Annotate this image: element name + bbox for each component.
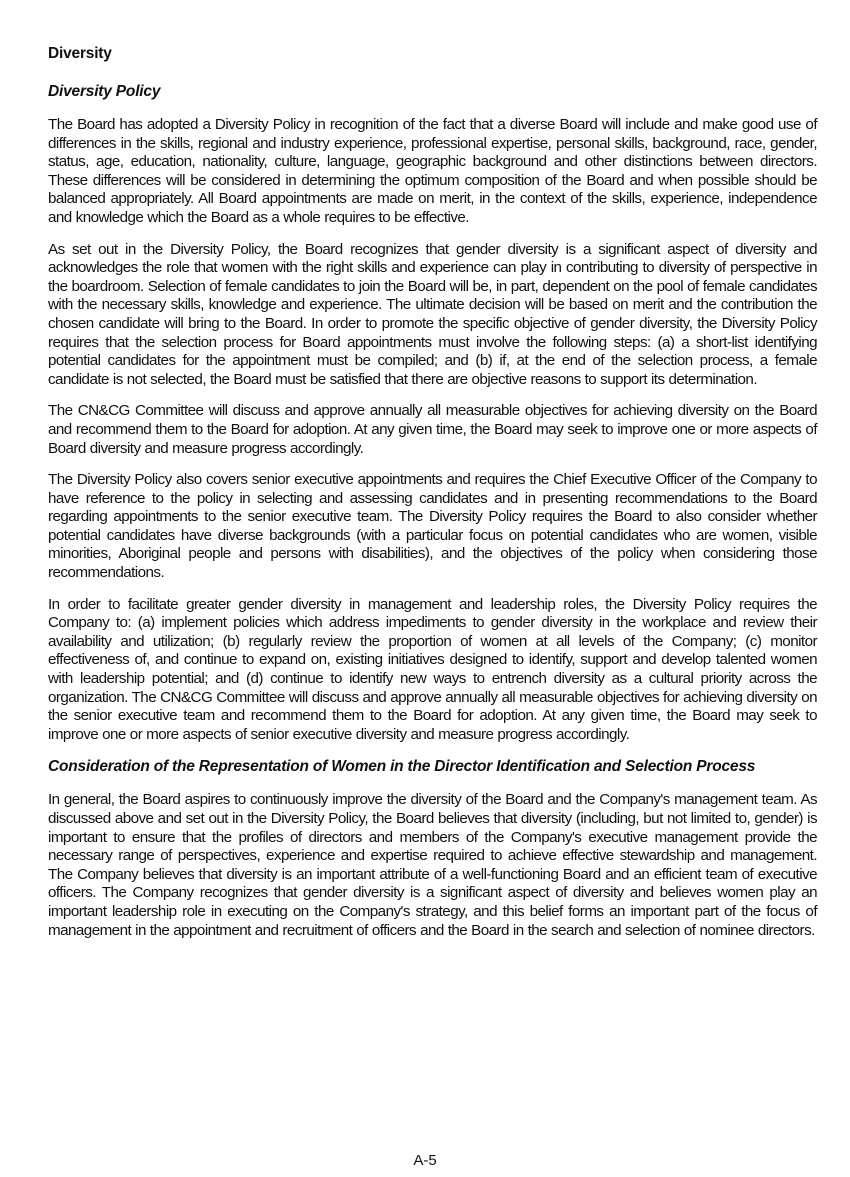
section-title: Diversity — [48, 45, 112, 62]
document-page — [48, 44, 817, 953]
subsection-title-diversity-policy: Diversity Policy — [48, 83, 161, 100]
paragraph-general-aspirations: In general, the Board aspires to continuously improve the diversity of the Board and the Company's management team. As discussed above and set out in the Diversity Policy, the Board believes that diversity (including, but not limited to, gender) is important to ensure that the profiles of directors and members of the Company's executive management provide the necessary range of perspectives, experience and expertise required to achieve effective stewardship and management. The Company believes that diversity is an important attribute of a well-functioning Board and an efficient team of executive officers. The Company recognizes that gender diversity is a significant aspect of diversity and believes women play an important leadership role in executing on the Company's strategy, and this belief forms an important part of the focus of management in the appointment and recruitment of officers and the Board in the search and selection of nominee directors. — [48, 791, 817, 939]
paragraph-senior-executive-appointments: The Diversity Policy also covers senior executive appointments and requires the Chief Executive Officer of the Company to have reference to the policy in selecting and assessing candidates and in presenting recommendations to the Board regarding appointments to the senior executive team. The Diversity Policy requires the Board to also consider whether potential candidates have diverse backgrounds (with a particular focus on potential candidates who are women, visible minorities, Aboriginal people and persons with disabilities), and the objectives of the policy when considering those recommendations. — [48, 471, 817, 582]
subsection-title-representation-of-women: Consideration of the Representation of Women in the Director Identification and Selection Process — [48, 758, 756, 776]
paragraph-board-diversity-policy: The Board has adopted a Diversity Policy in recognition of the fact that a diverse Board will include and make good use of differences in the skills, regional and industry experience, professional expertise, personal skills, background, race, gender, status, age, education, nationality, culture, language, geographic background and other distinctions between directors. These differences will be considered in determining the optimum composition of the Board and when possible should be balanced appropriately. All Board appointments are made on merit, in the context of the skills, experience, independence and knowledge which the Board as a whole requires to be effective. — [48, 116, 817, 226]
paragraph-gender-diversity: As set out in the Diversity Policy, the Board recognizes that gender diversity is a significant aspect of diversity and acknowledges the role that women with the right skills and experience can play in contributing to diversity of perspective in the boardroom. Selection of female candidates to join the Board will be, in part, dependent on the pool of female candidates with the necessary skills, knowledge and experience. The ultimate decision will be based on merit and the contribution the chosen candidate will bring to the Board. In order to promote the specific objective of gender diversity, the Diversity Policy requires that the selection process for Board appointments must involve the following steps: (a) a short-list identifying potential candidates for the appointment must be compiled; and (b) if, at the end of the selection process, a female candidate is not selected, the Board must be satisfied that there are objective reasons to support its determination. — [48, 240, 817, 388]
paragraph-cncg-committee: The CN&CG Committee will discuss and approve annually all measurable objectives for achieving diversity on the Board and recommend them to the Board for adoption. At any given time, the Board may seek to improve one or more aspects of Board diversity and measure progress accordingly. — [48, 402, 817, 457]
paragraph-management-leadership-roles: In order to facilitate greater gender diversity in management and leadership roles, the Diversity Policy requires the Company to: (a) implement policies which address impediments to gender diversity in the workplace and review their availability and utilization; (b) regularly review the proportion of women at all levels of the Company; (c) monitor effectiveness of, and continue to expand on, existing initiatives designed to identify, support and develop talented women with leadership potential; and (d) continue to identify new ways to entrench diversity as a cultural priority across the organization. The CN&CG Committee will discuss and approve annually all measurable objectives for achieving diversity on the senior executive team and recommend them to the Board for adoption. At any given time, the Board may seek to improve one or more aspects of senior executive diversity and measure progress accordingly. — [48, 595, 817, 743]
page-number: A-5 — [413, 1152, 437, 1169]
